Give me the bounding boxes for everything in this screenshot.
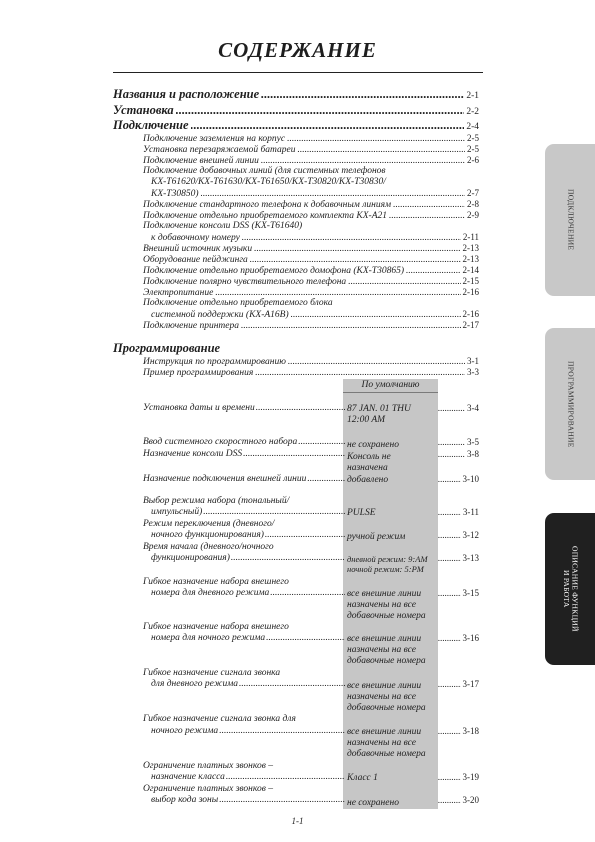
section-heading: Программирование bbox=[113, 341, 221, 355]
setting-page: ..... 3-19 bbox=[438, 773, 479, 782]
setting-label-line: Время начала (дневного/ночного bbox=[143, 542, 274, 552]
toc-entry bbox=[113, 104, 479, 118]
setting-page: ..... 3-13 bbox=[438, 554, 479, 563]
side-tab-connection[interactable]: ПОДКЛЮЧЕНИЕ bbox=[545, 144, 595, 296]
setting-label: Назначение подключения внешней линии ..... bbox=[143, 475, 345, 485]
toc-subentry: Инструкция по программированию ..... 3-1 bbox=[143, 357, 479, 368]
title-rule bbox=[113, 72, 483, 73]
setting-label: Назначение консоли DSS ..... bbox=[143, 450, 345, 460]
setting-default: PULSE bbox=[347, 508, 376, 518]
setting-label: ночного режима ..... bbox=[151, 727, 345, 737]
setting-label-line: Ограничение платных звонков – bbox=[143, 761, 273, 771]
side-tab-features[interactable]: ОПИСАНИЕ ФУНКЦИЙ И РАБОТА bbox=[545, 513, 595, 665]
toc-entry-page: 2-1 bbox=[466, 91, 479, 101]
default-column-header: По умолчанию bbox=[343, 379, 438, 393]
setting-default: все внешние линии назначены на все добавочные номера bbox=[347, 681, 426, 714]
setting-label: функционирования) ..... bbox=[151, 554, 345, 564]
setting-default: дневной режим: 9:AM ночной режим: 5:PM bbox=[347, 554, 428, 575]
setting-label: импульсный) ..... bbox=[151, 508, 345, 518]
toc-subentry-text: Подключение консоли DSS (KX-T61640) bbox=[143, 221, 303, 231]
toc-subentry: Подключение отдельно приобретаемого комплекта KX-A21 ..... 2-9 bbox=[143, 211, 479, 222]
setting-page: ..... 3-17 bbox=[438, 680, 479, 689]
setting-page: ..... 3-10 bbox=[438, 475, 479, 484]
setting-label: для дневного режима ..... bbox=[151, 680, 345, 690]
toc-subentry: системной поддержки (KX-A16B) ..... 2-16 bbox=[151, 310, 479, 321]
setting-page: ..... 3-15 bbox=[438, 589, 479, 598]
toc-subentry: Пример программирования ..... 3-3 bbox=[143, 368, 479, 379]
toc-subentry-text: Подключение добавочных линий (для системных телефонов bbox=[143, 166, 386, 176]
setting-page: ..... 3-11 bbox=[438, 508, 479, 517]
setting-label-line: Гибкое назначение набора внешнего bbox=[143, 622, 289, 632]
setting-label-line: Гибкое назначение сигнала звонка bbox=[143, 668, 281, 678]
setting-label-line: Выбор режима набора (тональный/ bbox=[143, 496, 290, 506]
toc-entry-text: Названия и расположение bbox=[113, 87, 260, 101]
toc-subentry: Подключение отдельно приобретаемого домофона (KX-T30865) ..... 2-14 bbox=[143, 266, 479, 277]
setting-default: ручной режим bbox=[347, 532, 406, 542]
page-number: 1-1 bbox=[291, 816, 304, 826]
setting-label: назначение класса ..... bbox=[151, 773, 345, 783]
page-title: СОДЕРЖАНИЕ bbox=[218, 38, 377, 62]
setting-page: ..... 3-20 bbox=[438, 796, 479, 805]
setting-default: Класс 1 bbox=[347, 773, 378, 783]
setting-page: ..... 3-5 bbox=[438, 438, 479, 447]
toc-subentry: KX-T30850) ..... 2-7 bbox=[151, 189, 479, 200]
setting-label: номера для ночного режима ..... bbox=[151, 634, 345, 644]
setting-default: добавлено bbox=[347, 475, 389, 485]
setting-page: ..... 3-12 bbox=[438, 531, 479, 540]
side-tab-programming[interactable]: ПРОГРАММИРОВАНИЕ bbox=[545, 328, 595, 480]
setting-label-line: Гибкое назначение набора внешнего bbox=[143, 577, 289, 587]
toc-subentry: Подключение принтера ..... 2-17 bbox=[143, 321, 479, 332]
setting-default: не сохранено bbox=[347, 798, 399, 808]
toc-entry-page: 2-4 bbox=[466, 122, 479, 132]
setting-label: Установка даты и времени ..... bbox=[143, 404, 345, 414]
setting-default: все внешние линии назначены на все добавочные номера bbox=[347, 589, 426, 622]
setting-default: все внешние линии назначены на все добавочные номера bbox=[347, 634, 426, 667]
toc-entry-text: Установка bbox=[113, 103, 174, 117]
toc-subentry: Подключение заземления на корпус ..... 2-5 bbox=[143, 134, 479, 145]
toc-subentry: Установка перезаряжаемой батареи ..... 2-5 bbox=[143, 145, 479, 156]
toc-entry bbox=[113, 88, 479, 102]
setting-label: выбор кода зоны ..... bbox=[151, 796, 345, 806]
setting-page: ..... 3-4 bbox=[438, 404, 479, 413]
setting-page: ..... 3-16 bbox=[438, 634, 479, 643]
setting-label-line: Ограничение платных звонков – bbox=[143, 784, 273, 794]
toc-subentry-text: Подключение отдельно приобретаемого блока bbox=[143, 298, 333, 308]
toc-subentry: Подключение стандартного телефона к добавочным линиям ..... 2-8 bbox=[143, 200, 479, 211]
toc-subentry: Оборудование пейджинга ..... 2-13 bbox=[143, 255, 479, 266]
setting-page: ..... 3-8 bbox=[438, 450, 479, 459]
toc-entry-page: 2-2 bbox=[466, 107, 479, 117]
setting-default: 87 JAN. 01 THU 12:00 AM bbox=[347, 404, 411, 426]
setting-default: не сохранено bbox=[347, 440, 399, 450]
setting-label: ночного функционирования) ..... bbox=[151, 531, 345, 541]
setting-label-line: Режим переключения (дневного/ bbox=[143, 519, 275, 529]
toc-entry bbox=[113, 119, 479, 133]
setting-label-line: Гибкое назначение сигнала звонка для bbox=[143, 714, 296, 724]
setting-label: Ввод системного скоростного набора ..... bbox=[143, 438, 345, 448]
setting-page: ..... 3-18 bbox=[438, 727, 479, 736]
toc-subentry: Внешний источник музыки ..... 2-13 bbox=[143, 244, 479, 255]
setting-label: номера для дневного режима ..... bbox=[151, 589, 345, 599]
toc-subentry: Подключение внешней линии ..... 2-6 bbox=[143, 156, 479, 167]
toc-subentry: к добавочному номеру ..... 2-11 bbox=[151, 233, 479, 244]
setting-default: Консоль не назначена bbox=[347, 452, 391, 474]
toc-entry-text: Подключение bbox=[113, 118, 189, 132]
toc-subentry-text: KX-T61620/KX-T61630/KX-T61650/KX-T30820/KX-T30830/ bbox=[151, 177, 386, 187]
toc-subentry: Электропитание ..... 2-16 bbox=[143, 288, 479, 299]
toc-subentry: Подключение полярно чувствительного телефона ..... 2-15 bbox=[143, 277, 479, 288]
setting-default: все внешние линии назначены на все добавочные номера bbox=[347, 727, 426, 760]
